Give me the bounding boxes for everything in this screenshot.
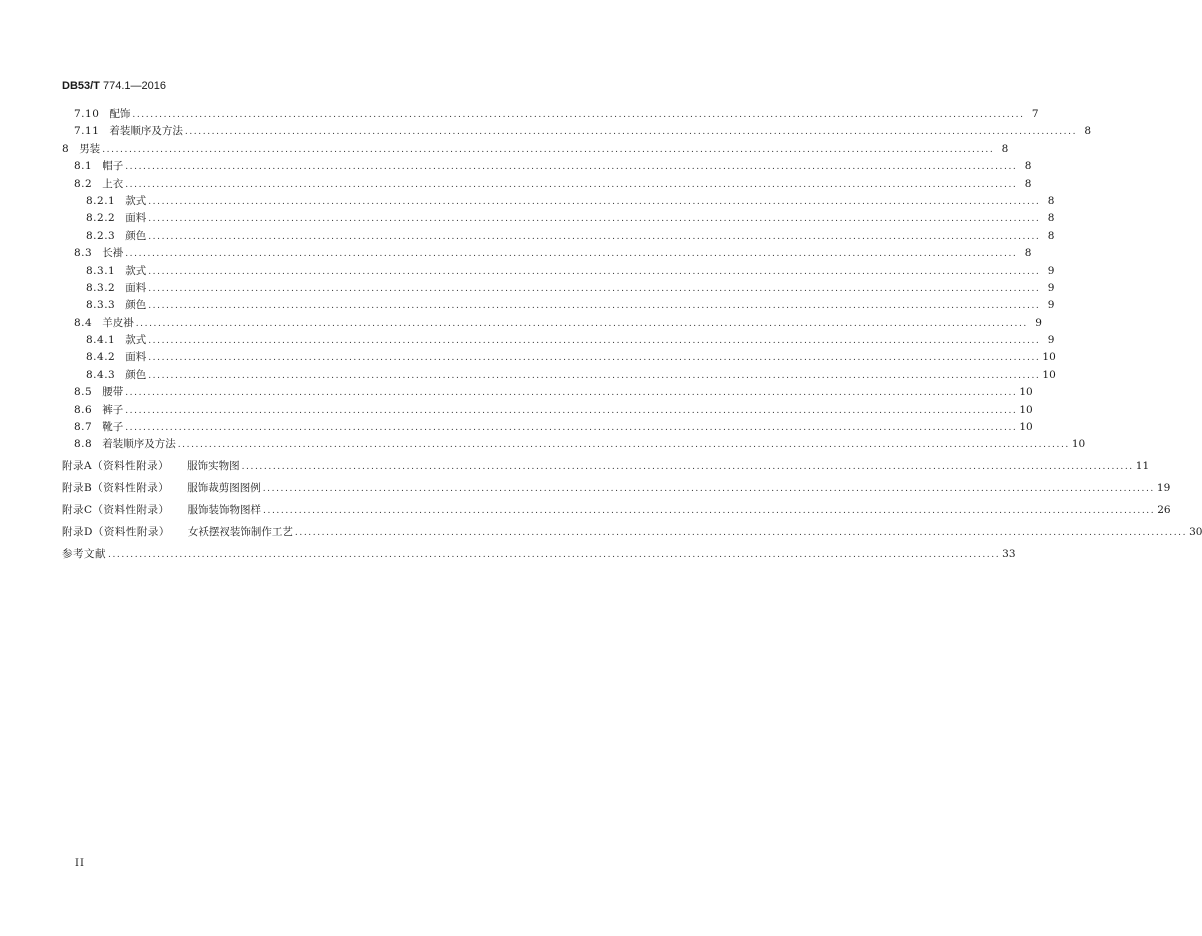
table-of-contents [62, 106, 1202, 564]
toc-leader-dots: ........................................................................................................................................................................................................ [125, 249, 1018, 260]
toc-entry-title: 腰带 [102, 386, 124, 399]
toc-entry-title: 款式 [125, 264, 147, 277]
toc-entry[interactable] [62, 436, 1086, 453]
toc-entry[interactable] [62, 176, 1032, 193]
toc-entry-title: 服饰裁剪图图例 [187, 482, 261, 495]
toc-entry[interactable] [62, 106, 1039, 123]
toc-entry-title: 颜色 [125, 229, 147, 242]
toc-entry-title: 面料 [125, 212, 147, 225]
toc-entry-page: 8 [1001, 142, 1009, 155]
toc-entry-number: 8.6 [74, 403, 93, 416]
toc-entry[interactable] [62, 402, 1033, 419]
toc-entry-page: 33 [1002, 548, 1016, 561]
toc-entry-title: 款式 [125, 194, 147, 207]
toc-entry-page: 9 [1035, 316, 1042, 329]
toc-leader-dots: ........................................................................................................................................................................................................ [148, 336, 1041, 347]
toc-entry[interactable] [62, 480, 1171, 497]
toc-entry[interactable] [62, 524, 1202, 541]
toc-entry-number: 8.2.2 [86, 212, 116, 225]
toc-entry-title: 面料 [125, 351, 147, 364]
toc-leader-dots: ........................................................................................................................................................................................................ [148, 214, 1041, 225]
toc-leader-dots: ........................................................................................................................................................................................................ [135, 318, 1028, 329]
toc-entry-page: 9 [1047, 334, 1055, 347]
toc-entry-number: 8.3.3 [86, 299, 116, 312]
toc-leader-dots: ........................................................................................................................................................................................................ [148, 353, 1041, 364]
toc-entry-number: 8.2.3 [86, 229, 116, 242]
toc-entry[interactable] [62, 297, 1055, 314]
toc-entry-title: 服饰装饰物图样 [187, 504, 262, 517]
toc-entry-title: 款式 [125, 334, 147, 347]
toc-entry[interactable] [62, 332, 1055, 349]
toc-entry[interactable] [62, 349, 1056, 366]
toc-entry-page: 10 [1019, 403, 1033, 416]
toc-entry-number: 8.3 [74, 247, 93, 260]
toc-entry-number: 参考文献 [62, 548, 106, 561]
toc-entry-number: 7.10 [74, 108, 100, 120]
toc-entry-page: 10 [1042, 351, 1056, 364]
toc-leader-dots: ........................................................................................................................................................................................................ [294, 528, 1188, 539]
toc-entry[interactable] [62, 245, 1032, 262]
toc-entry[interactable] [62, 419, 1033, 436]
toc-entry[interactable] [62, 546, 1016, 563]
toc-entry-title: 裤子 [102, 403, 124, 416]
toc-entry-page: 11 [1135, 460, 1150, 473]
page-number: II [75, 858, 85, 869]
toc-leader-dots: ........................................................................................................................................................................................................ [125, 162, 1018, 173]
toc-leader-dots: ........................................................................................................................................................................................................ [148, 266, 1041, 277]
toc-entry-number: 附录D（资料性附录） [62, 526, 170, 539]
standard-number: 774.1—2016 [102, 80, 166, 92]
toc-entry[interactable] [62, 193, 1055, 210]
toc-entry-number: 8.2.1 [86, 194, 116, 207]
toc-entry-page: 30 [1189, 526, 1202, 539]
toc-entry-title: 女袄摆衩装饰制作工艺 [187, 526, 293, 539]
toc-entry-page: 8 [1024, 247, 1032, 260]
toc-entry-page: 10 [1071, 438, 1086, 451]
toc-leader-dots: ........................................................................................................................................................................................................ [148, 196, 1041, 207]
toc-entry[interactable] [62, 315, 1042, 332]
toc-entry-page: 26 [1157, 504, 1171, 517]
toc-entry-number: 8.4.3 [86, 368, 116, 381]
toc-leader-dots: ........................................................................................................................................................................................................ [148, 283, 1041, 294]
toc-entry-page: 8 [1024, 177, 1032, 190]
toc-entry-page: 8 [1047, 212, 1055, 225]
toc-entry-number: 8.4 [74, 316, 93, 329]
toc-leader-dots: ........................................................................................................................................................................................................ [177, 440, 1070, 451]
toc-entry-title: 着装顺序及方法 [109, 125, 183, 138]
toc-leader-dots: ........................................................................................................................................................................................................ [125, 388, 1018, 399]
toc-entry-number: 8.5 [74, 386, 93, 399]
toc-leader-dots: ........................................................................................................................................................................................................ [263, 506, 1156, 517]
toc-entry-title: 面料 [125, 281, 147, 294]
toc-entry[interactable] [62, 123, 1092, 140]
toc-entry[interactable] [62, 158, 1032, 175]
toc-entry-page: 10 [1042, 368, 1056, 381]
toc-entry-title: 颜色 [125, 299, 147, 312]
toc-entry-page: 19 [1156, 482, 1171, 495]
toc-entry-number: 7.11 [74, 125, 100, 138]
toc-entry-title: 配饰 [109, 108, 131, 120]
toc-entry-number: 附录B（资料性附录） [62, 482, 170, 495]
toc-entry[interactable] [62, 458, 1150, 475]
toc-entry-number: 8.8 [74, 438, 93, 451]
toc-entry-page: 7 [1031, 108, 1039, 120]
standard-code: DB53/T [62, 80, 100, 92]
toc-entry-number: 8.3.1 [86, 264, 116, 277]
toc-leader-dots: ........................................................................................................................................................................................................ [108, 550, 1001, 561]
toc-leader-dots: ........................................................................................................................................................................................................ [148, 231, 1041, 242]
toc-entry-page: 8 [1047, 229, 1055, 242]
toc-entry-number: 8.7 [74, 421, 93, 434]
toc-entry[interactable] [62, 280, 1055, 297]
toc-leader-dots: ........................................................................................................................................................................................................ [262, 484, 1155, 495]
toc-leader-dots: ........................................................................................................................................................................................................ [148, 301, 1041, 312]
toc-entry-title: 服饰实物图 [187, 460, 240, 473]
toc-entry-number: 8 [62, 142, 70, 155]
toc-leader-dots: ........................................................................................................................................................................................................ [102, 144, 995, 155]
toc-leader-dots: ........................................................................................................................................................................................................ [184, 127, 1078, 138]
toc-entry-page: 8 [1047, 194, 1055, 207]
toc-entry[interactable] [62, 141, 1009, 158]
toc-entry-number: 8.3.2 [86, 281, 116, 294]
toc-leader-dots: ........................................................................................................................................................................................................ [132, 110, 1025, 120]
toc-leader-dots: ........................................................................................................................................................................................................ [125, 423, 1018, 434]
toc-entry-page: 9 [1047, 264, 1055, 277]
toc-leader-dots: ........................................................................................................................................................................................................ [125, 179, 1018, 190]
toc-leader-dots: ........................................................................................................................................................................................................ [241, 462, 1134, 473]
toc-entry[interactable] [62, 384, 1033, 401]
toc-entry[interactable] [62, 210, 1055, 227]
toc-leader-dots: ........................................................................................................................................................................................................ [125, 405, 1018, 416]
toc-entry[interactable] [62, 502, 1171, 519]
toc-entry[interactable] [62, 367, 1056, 384]
toc-entry-title: 羊皮褂 [102, 316, 134, 329]
toc-leader-dots: ........................................................................................................................................................................................................ [148, 370, 1041, 381]
toc-entry[interactable] [62, 263, 1055, 280]
toc-entry-title: 靴子 [102, 421, 124, 434]
toc-entry-title: 着装顺序及方法 [102, 438, 176, 451]
toc-entry-number: 8.4.1 [86, 334, 116, 347]
toc-entry[interactable] [62, 228, 1055, 245]
toc-entry-page: 10 [1019, 386, 1033, 399]
toc-entry-page: 10 [1019, 421, 1033, 434]
toc-entry-number: 8.1 [74, 160, 93, 173]
toc-entry-number: 8.2 [74, 177, 93, 190]
toc-entry-title: 男装 [79, 142, 101, 155]
toc-entry-page: 8 [1084, 125, 1092, 138]
toc-entry-number: 附录A（资料性附录） [62, 460, 170, 473]
toc-entry-title: 长褂 [102, 247, 124, 260]
document-header [62, 80, 166, 92]
toc-entry-page: 9 [1047, 281, 1055, 294]
toc-entry-title: 上衣 [102, 177, 124, 190]
toc-entry-page: 9 [1047, 299, 1055, 312]
toc-entry-page: 8 [1024, 160, 1032, 173]
toc-entry-title: 帽子 [102, 160, 124, 173]
toc-entry-title: 颜色 [125, 368, 147, 381]
toc-entry-number: 附录C（资料性附录） [62, 504, 170, 517]
toc-entry-number: 8.4.2 [86, 351, 116, 364]
